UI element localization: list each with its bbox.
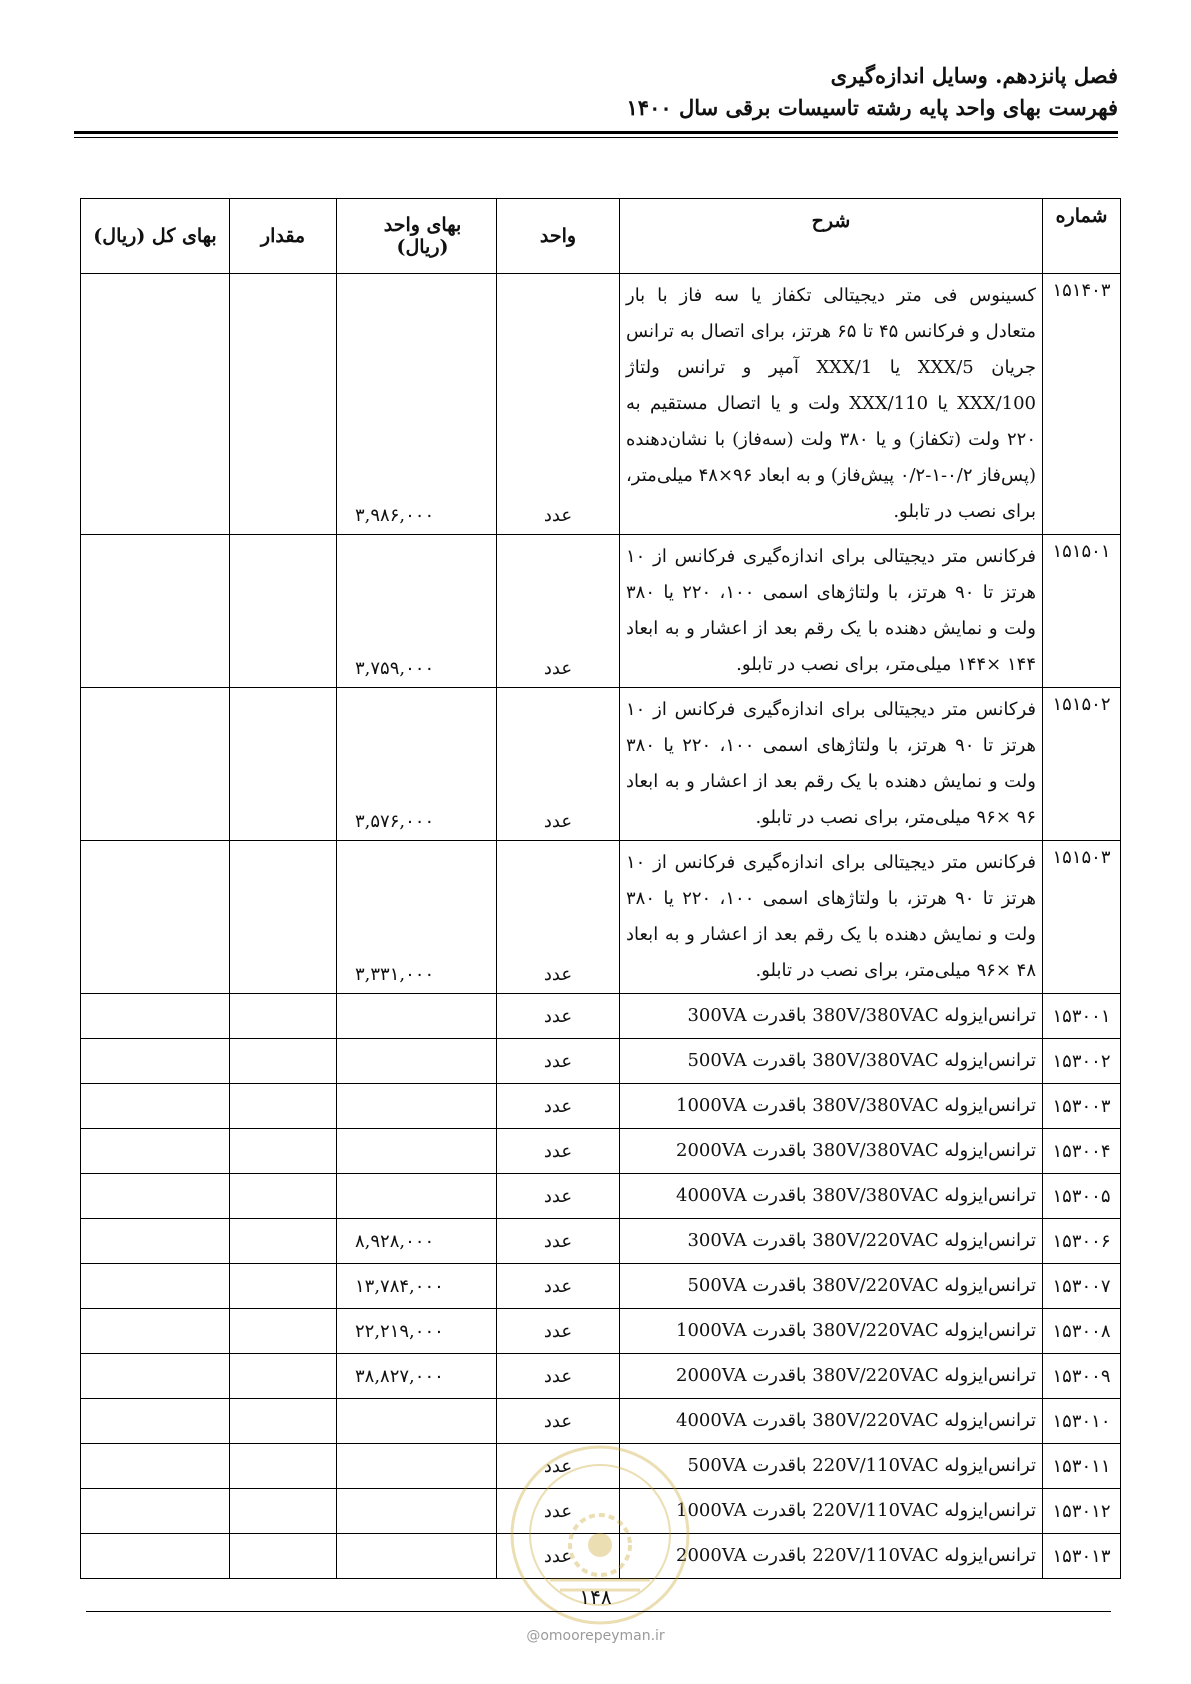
row-total-price bbox=[81, 1489, 230, 1534]
row-total-price bbox=[81, 841, 230, 994]
header-description: شرح bbox=[620, 199, 1043, 274]
row-unit: عدد bbox=[497, 1354, 620, 1399]
footer-rule bbox=[86, 1611, 1111, 1612]
row-code: ۱۵۱۴۰۳ bbox=[1043, 274, 1121, 535]
row-total-price bbox=[81, 1174, 230, 1219]
row-quantity bbox=[230, 1354, 337, 1399]
row-total-price bbox=[81, 994, 230, 1039]
table-row bbox=[81, 274, 1121, 535]
row-unit: عدد bbox=[497, 688, 620, 841]
row-description: ترانس‌ایزوله 380V/220VAC باقدرت 4000VA bbox=[620, 1399, 1043, 1444]
row-unit: عدد bbox=[497, 994, 620, 1039]
row-unit: عدد bbox=[497, 535, 620, 688]
row-unit: عدد bbox=[497, 1219, 620, 1264]
row-unit: عدد bbox=[497, 1039, 620, 1084]
row-unit: عدد bbox=[497, 1444, 620, 1489]
table-row bbox=[81, 1219, 1121, 1264]
row-unit: عدد bbox=[497, 1129, 620, 1174]
row-total-price bbox=[81, 1129, 230, 1174]
row-description: ترانس‌ایزوله 380V/220VAC باقدرت 1000VA bbox=[620, 1309, 1043, 1354]
row-unit-price bbox=[337, 1534, 497, 1579]
header-code: شماره bbox=[1043, 199, 1121, 274]
page-number: ۱۴۸ bbox=[579, 1585, 612, 1609]
table-row bbox=[81, 1399, 1121, 1444]
table-row bbox=[81, 1039, 1121, 1084]
row-unit-price: ۳,۵۷۶,۰۰۰ bbox=[337, 688, 497, 841]
table-row bbox=[81, 535, 1121, 688]
table-row bbox=[81, 994, 1121, 1039]
row-unit-price bbox=[337, 1129, 497, 1174]
row-description: ترانس‌ایزوله 380V/380VAC باقدرت 1000VA bbox=[620, 1084, 1043, 1129]
table-row bbox=[81, 1309, 1121, 1354]
row-quantity bbox=[230, 1219, 337, 1264]
table-row bbox=[81, 841, 1121, 994]
row-description: فرکانس متر دیجیتالی برای اندازه‌گیری فرکانس از ۱۰ هرتز تا ۹۰ هرتز، با ولتاژهای اسمی ۱۰۰، ۲۲۰ یا ۳۸۰ ولت و نمایش دهنده با یک رقم بعد از اعشار و به ابعاد ۹۶ ×۹۶ میلی‌متر، برای نصب در تابلو. bbox=[620, 688, 1043, 841]
row-description: فرکانس متر دیجیتالی برای اندازه‌گیری فرکانس از ۱۰ هرتز تا ۹۰ هرتز، با ولتاژهای اسمی ۱۰۰، ۲۲۰ یا ۳۸۰ ولت و نمایش دهنده با یک رقم بعد از اعشار و به ابعاد ۴۸ ×۹۶ میلی‌متر، برای نصب در تابلو. bbox=[620, 841, 1043, 994]
row-quantity bbox=[230, 1309, 337, 1354]
table-header-row bbox=[81, 199, 1121, 274]
row-code: ۱۵۳۰۰۹ bbox=[1043, 1354, 1121, 1399]
row-code: ۱۵۳۰۰۵ bbox=[1043, 1174, 1121, 1219]
table-row bbox=[81, 1174, 1121, 1219]
row-unit-price: ۳,۹۸۶,۰۰۰ bbox=[337, 274, 497, 535]
row-description: ترانس‌ایزوله 220V/110VAC باقدرت 500VA bbox=[620, 1444, 1043, 1489]
row-total-price bbox=[81, 1399, 230, 1444]
row-total-price bbox=[81, 1219, 230, 1264]
website-watermark: @omoorepeyman.ir bbox=[526, 1628, 665, 1644]
table-row bbox=[81, 1129, 1121, 1174]
row-total-price bbox=[81, 1444, 230, 1489]
row-code: ۱۵۳۰۰۲ bbox=[1043, 1039, 1121, 1084]
row-quantity bbox=[230, 1174, 337, 1219]
row-quantity bbox=[230, 1129, 337, 1174]
row-quantity bbox=[230, 1084, 337, 1129]
row-unit: عدد bbox=[497, 1534, 620, 1579]
row-unit-price bbox=[337, 1489, 497, 1534]
row-description: ترانس‌ایزوله 380V/380VAC باقدرت 300VA bbox=[620, 994, 1043, 1039]
row-code: ۱۵۱۵۰۲ bbox=[1043, 688, 1121, 841]
row-unit: عدد bbox=[497, 1399, 620, 1444]
row-description: ترانس‌ایزوله 220V/110VAC باقدرت 2000VA bbox=[620, 1534, 1043, 1579]
header-total-price: بهای کل (ریال) bbox=[81, 199, 230, 274]
table-row bbox=[81, 1354, 1121, 1399]
row-total-price bbox=[81, 1264, 230, 1309]
table-row bbox=[81, 1084, 1121, 1129]
row-total-price bbox=[81, 1354, 230, 1399]
row-code: ۱۵۳۰۰۸ bbox=[1043, 1309, 1121, 1354]
page-header bbox=[627, 60, 1118, 124]
row-unit-price: ۳,۳۳۱,۰۰۰ bbox=[337, 841, 497, 994]
row-unit-price bbox=[337, 994, 497, 1039]
row-code: ۱۵۳۰۱۱ bbox=[1043, 1444, 1121, 1489]
row-code: ۱۵۳۰۰۶ bbox=[1043, 1219, 1121, 1264]
row-description: ترانس‌ایزوله 380V/220VAC باقدرت 500VA bbox=[620, 1264, 1043, 1309]
header-rule-thin bbox=[74, 137, 1118, 138]
row-quantity bbox=[230, 535, 337, 688]
row-quantity bbox=[230, 1534, 337, 1579]
document-title: فهرست بهای واحد پایه رشته تاسیسات برقی سال ۱۴۰۰ bbox=[626, 95, 1118, 120]
price-table bbox=[80, 198, 1121, 1579]
row-code: ۱۵۳۰۰۷ bbox=[1043, 1264, 1121, 1309]
row-total-price bbox=[81, 688, 230, 841]
header-unit-price: بهای واحد (ریال) bbox=[337, 199, 497, 274]
row-unit-price bbox=[337, 1444, 497, 1489]
row-total-price bbox=[81, 1039, 230, 1084]
header-unit: واحد bbox=[497, 199, 620, 274]
row-description: ترانس‌ایزوله 380V/380VAC باقدرت 500VA bbox=[620, 1039, 1043, 1084]
row-quantity bbox=[230, 1264, 337, 1309]
row-total-price bbox=[81, 1084, 230, 1129]
row-unit: عدد bbox=[497, 1489, 620, 1534]
row-code: ۱۵۳۰۰۱ bbox=[1043, 994, 1121, 1039]
row-unit-price bbox=[337, 1084, 497, 1129]
chapter-title: فصل پانزدهم. وسایل اندازه‌گیری bbox=[830, 63, 1118, 88]
row-description: ترانس‌ایزوله 380V/220VAC باقدرت 300VA bbox=[620, 1219, 1043, 1264]
row-unit-price: ۲۲,۲۱۹,۰۰۰ bbox=[337, 1309, 497, 1354]
row-code: ۱۵۳۰۱۰ bbox=[1043, 1399, 1121, 1444]
row-unit-price bbox=[337, 1174, 497, 1219]
row-unit: عدد bbox=[497, 1264, 620, 1309]
row-code: ۱۵۳۰۰۳ bbox=[1043, 1084, 1121, 1129]
row-code: ۱۵۳۰۱۲ bbox=[1043, 1489, 1121, 1534]
row-code: ۱۵۳۰۱۳ bbox=[1043, 1534, 1121, 1579]
row-unit: عدد bbox=[497, 1309, 620, 1354]
row-description: ترانس‌ایزوله 380V/220VAC باقدرت 2000VA bbox=[620, 1354, 1043, 1399]
row-quantity bbox=[230, 1489, 337, 1534]
row-unit: عدد bbox=[497, 841, 620, 994]
row-quantity bbox=[230, 1399, 337, 1444]
row-description: فرکانس متر دیجیتالی برای اندازه‌گیری فرکانس از ۱۰ هرتز تا ۹۰ هرتز، با ولتاژهای اسمی ۱۰۰، ۲۲۰ یا ۳۸۰ ولت و نمایش دهنده با یک رقم بعد از اعشار و به ابعاد ۱۴۴ ×۱۴۴ میلی‌متر، برای نصب در تابلو. bbox=[620, 535, 1043, 688]
row-unit-price bbox=[337, 1039, 497, 1084]
row-total-price bbox=[81, 1534, 230, 1579]
table-row bbox=[81, 1264, 1121, 1309]
row-unit: عدد bbox=[497, 1174, 620, 1219]
row-unit: عدد bbox=[497, 1084, 620, 1129]
row-quantity bbox=[230, 274, 337, 535]
row-unit-price: ۸,۹۲۸,۰۰۰ bbox=[337, 1219, 497, 1264]
row-code: ۱۵۱۵۰۱ bbox=[1043, 535, 1121, 688]
row-quantity bbox=[230, 841, 337, 994]
row-description: ترانس‌ایزوله 380V/380VAC باقدرت 4000VA bbox=[620, 1174, 1043, 1219]
row-description: ترانس‌ایزوله 380V/380VAC باقدرت 2000VA bbox=[620, 1129, 1043, 1174]
header-rule-thick bbox=[74, 131, 1118, 134]
row-description: ترانس‌ایزوله 220V/110VAC باقدرت 1000VA bbox=[620, 1489, 1043, 1534]
row-code: ۱۵۳۰۰۴ bbox=[1043, 1129, 1121, 1174]
row-code: ۱۵۱۵۰۳ bbox=[1043, 841, 1121, 994]
row-unit-price bbox=[337, 1399, 497, 1444]
row-quantity bbox=[230, 994, 337, 1039]
row-total-price bbox=[81, 1309, 230, 1354]
row-quantity bbox=[230, 688, 337, 841]
table-row bbox=[81, 688, 1121, 841]
row-total-price bbox=[81, 535, 230, 688]
row-unit: عدد bbox=[497, 274, 620, 535]
row-quantity bbox=[230, 1039, 337, 1084]
row-unit-price: ۳,۷۵۹,۰۰۰ bbox=[337, 535, 497, 688]
header-quantity: مقدار bbox=[230, 199, 337, 274]
row-unit-price: ۳۸,۸۲۷,۰۰۰ bbox=[337, 1354, 497, 1399]
row-total-price bbox=[81, 274, 230, 535]
row-description: کسینوس فی متر دیجیتالی تکفاز یا سه فاز با بار متعادل و فرکانس ۴۵ تا ۶۵ هرتز، برای اتصال به ترانس جریان XXX/5 یا XXX/1 آمپر و ترانس ولتاژ XXX/100 یا XXX/110 ولت و یا اتصال مستقیم به ۲۲۰ ولت (تکفاز) و یا ۳۸۰ ولت (سه‌فاز) با نشان‌دهنده (پس‌فاز ۰/۲-۱-۰/۲ پیش‌فاز) و به ابعاد ۹۶×۴۸ میلی‌متر، برای نصب در تابلو. bbox=[620, 274, 1043, 535]
row-unit-price: ۱۳,۷۸۴,۰۰۰ bbox=[337, 1264, 497, 1309]
row-quantity bbox=[230, 1444, 337, 1489]
